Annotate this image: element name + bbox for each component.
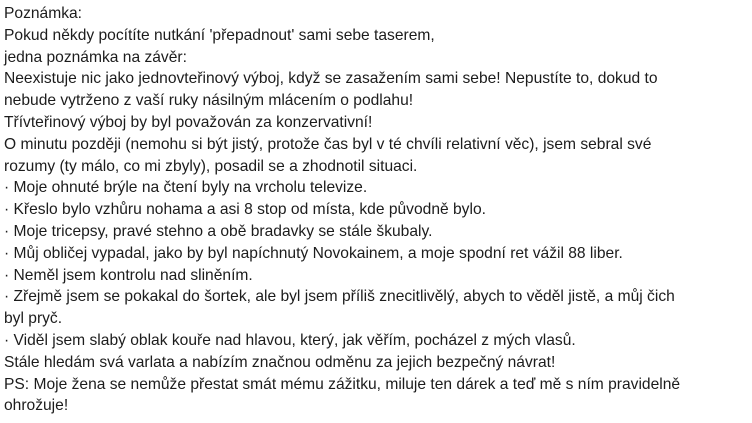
bullet-line: · Viděl jsem slabý oblak kouře nad hlavou, který, jak věřím, pocházel z mých vlasů. [4, 331, 576, 349]
text-line: Stále hledám svá varlata a nabízím značnou odměnu za jejich bezpečný návrat! [4, 353, 556, 371]
text-line: rozumy (ty málo, co mi zbyly), posadil se a zhodnotil situaci. [4, 157, 418, 175]
text-line: ohrožuje! [4, 397, 69, 415]
text-line: jedna poznámka na závěr: [4, 48, 187, 66]
text-line: Třívteřinový výboj by byl považován za konzervativní! [4, 113, 373, 131]
text-line: O minutu později (nemohu si být jistý, protože čas byl v té chvíli relativní věc), jsem sebral své [4, 135, 652, 153]
bullet-line: · Moje tricepsy, pravé stehno a obě bradavky se stále škubaly. [4, 222, 433, 240]
text-line: PS: Moje žena se nemůže přestat smát mému zážitku, miluje ten dárek a teď mě s ním pravidelně [4, 375, 681, 393]
note-text-block [4, 3, 748, 417]
note-heading: Poznámka: [4, 5, 83, 22]
bullet-line: · Křeslo bylo vzhůru nohama a asi 8 stop od místa, kde původně bylo. [4, 201, 486, 219]
text-line: Pokud někdy pocítíte nutkání 'přepadnout' sami sebe taserem, [4, 26, 435, 44]
bullet-line: · Můj obličej vypadal, jako by byl napíchnutý Novokainem, a moje spodní ret vážil 88 liber. [4, 244, 623, 262]
text-line: Neexistuje nic jako jednovteřinový výboj, když se zasažením sami sebe! Nepustíte to, dokud to [4, 70, 658, 88]
bullet-line: · Zřejmě jsem se pokakal do šortek, ale byl jsem příliš znecitlivělý, abych to věděl jistě, a můj čich [4, 288, 675, 306]
text-line: byl pryč. [4, 310, 63, 328]
bullet-line: · Moje ohnuté brýle na čtení byly na vrcholu televize. [4, 179, 368, 197]
text-line: nebude vytrženo z vaší ruky násilným mlácením o podlahu! [4, 92, 414, 110]
bullet-line: · Neměl jsem kontrolu nad sliněním. [4, 266, 253, 284]
